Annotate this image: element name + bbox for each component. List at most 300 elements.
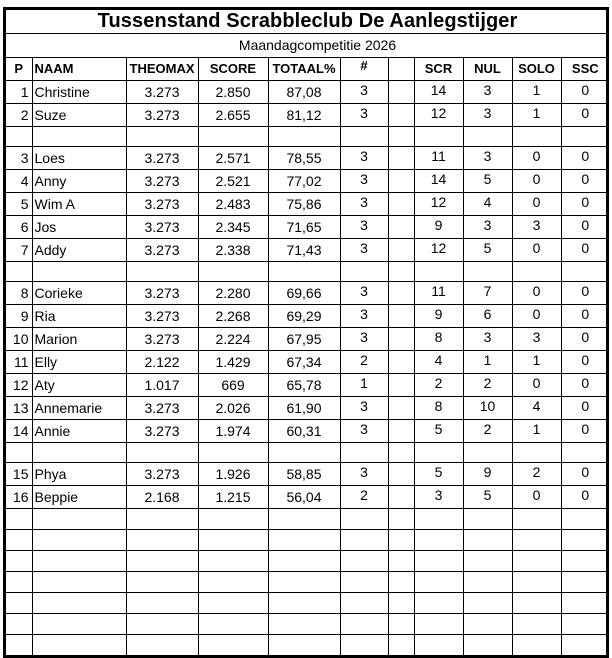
empty-row (6, 572, 609, 593)
empty-cell (126, 530, 198, 551)
empty-cell (6, 262, 32, 282)
empty-cell (561, 443, 609, 463)
cell-scr: 14 (414, 170, 463, 193)
cell-nul: 3 (463, 147, 512, 170)
empty-cell (198, 635, 268, 656)
cell-count: 3 (340, 81, 388, 104)
table-row (6, 81, 609, 104)
cell-position: 10 (6, 328, 32, 351)
table-row (6, 193, 609, 216)
table-row (6, 104, 609, 127)
cell-total-percent: 60,31 (268, 420, 340, 443)
cell-nul: 1 (463, 351, 512, 374)
empty-cell (414, 635, 463, 656)
cell-solo: 1 (512, 81, 561, 104)
cell-theomax: 1.017 (126, 374, 198, 397)
empty-cell (388, 614, 414, 635)
cell-scr: 12 (414, 239, 463, 262)
empty-cell (561, 572, 609, 593)
cell-ssc: 0 (561, 305, 609, 328)
empty-cell (388, 572, 414, 593)
table-row (6, 374, 609, 397)
cell-scr: 9 (414, 305, 463, 328)
empty-cell (268, 127, 340, 147)
cell-name: Addy (32, 239, 126, 262)
cell-score: 2.338 (198, 239, 268, 262)
empty-cell (198, 572, 268, 593)
empty-cell (198, 614, 268, 635)
cell-nul: 5 (463, 170, 512, 193)
empty-cell (268, 593, 340, 614)
empty-cell (512, 262, 561, 282)
cell-total-percent: 67,95 (268, 328, 340, 351)
cell-spacer (388, 374, 414, 397)
empty-cell (340, 551, 388, 572)
cell-ssc: 0 (561, 374, 609, 397)
empty-row (6, 635, 609, 656)
empty-row (6, 551, 609, 572)
cell-total-percent: 69,29 (268, 305, 340, 328)
cell-position: 15 (6, 463, 32, 486)
cell-nul: 3 (463, 328, 512, 351)
cell-count: 3 (340, 463, 388, 486)
cell-spacer (388, 305, 414, 328)
cell-theomax: 3.273 (126, 170, 198, 193)
col-header-count: # (340, 58, 388, 81)
cell-position: 16 (6, 486, 32, 509)
cell-solo: 2 (512, 463, 561, 486)
cell-scr: 8 (414, 328, 463, 351)
empty-cell (268, 572, 340, 593)
cell-solo: 0 (512, 147, 561, 170)
cell-position: 7 (6, 239, 32, 262)
header-row (6, 58, 609, 81)
empty-cell (268, 443, 340, 463)
cell-count: 3 (340, 420, 388, 443)
cell-name: Wim A (32, 193, 126, 216)
cell-spacer (388, 193, 414, 216)
empty-cell (268, 509, 340, 530)
empty-cell (340, 509, 388, 530)
empty-cell (126, 593, 198, 614)
empty-cell (198, 443, 268, 463)
cell-ssc: 0 (561, 282, 609, 305)
empty-cell (32, 530, 126, 551)
cell-total-percent: 65,78 (268, 374, 340, 397)
cell-name: Corieke (32, 282, 126, 305)
empty-cell (561, 509, 609, 530)
empty-cell (126, 614, 198, 635)
cell-nul: 2 (463, 374, 512, 397)
cell-scr: 3 (414, 486, 463, 509)
cell-solo: 3 (512, 328, 561, 351)
empty-cell (388, 551, 414, 572)
table-row (6, 328, 609, 351)
cell-name: Jos (32, 216, 126, 239)
empty-cell (32, 572, 126, 593)
empty-cell (414, 593, 463, 614)
col-header-scr: SCR (414, 58, 463, 81)
empty-cell (126, 443, 198, 463)
empty-cell (414, 530, 463, 551)
cell-theomax: 2.168 (126, 486, 198, 509)
cell-name: Loes (32, 147, 126, 170)
cell-ssc: 0 (561, 328, 609, 351)
empty-cell (32, 262, 126, 282)
cell-name: Annie (32, 420, 126, 443)
empty-cell (512, 530, 561, 551)
cell-count: 2 (340, 351, 388, 374)
cell-name: Anny (32, 170, 126, 193)
col-header-spacer (388, 58, 414, 81)
empty-cell (463, 572, 512, 593)
empty-cell (561, 635, 609, 656)
title-row (6, 10, 609, 34)
empty-cell (32, 614, 126, 635)
group-separator-row (6, 127, 609, 147)
cell-position: 13 (6, 397, 32, 420)
cell-total-percent: 81,12 (268, 104, 340, 127)
cell-name: Aty (32, 374, 126, 397)
cell-solo: 0 (512, 282, 561, 305)
empty-cell (6, 530, 32, 551)
empty-cell (463, 509, 512, 530)
empty-cell (388, 635, 414, 656)
group-separator-row (6, 443, 609, 463)
cell-ssc: 0 (561, 486, 609, 509)
cell-scr: 4 (414, 351, 463, 374)
cell-nul: 10 (463, 397, 512, 420)
empty-cell (6, 572, 32, 593)
cell-theomax: 3.273 (126, 216, 198, 239)
empty-cell (414, 262, 463, 282)
col-header-nul: NUL (463, 58, 512, 81)
empty-cell (463, 530, 512, 551)
cell-spacer (388, 104, 414, 127)
table-row (6, 147, 609, 170)
cell-total-percent: 71,65 (268, 216, 340, 239)
empty-cell (388, 593, 414, 614)
empty-cell (463, 635, 512, 656)
cell-solo: 0 (512, 486, 561, 509)
cell-position: 14 (6, 420, 32, 443)
empty-cell (126, 262, 198, 282)
cell-count: 3 (340, 170, 388, 193)
cell-total-percent: 69,66 (268, 282, 340, 305)
cell-count: 3 (340, 193, 388, 216)
cell-nul: 3 (463, 81, 512, 104)
empty-cell (6, 635, 32, 656)
empty-cell (340, 443, 388, 463)
empty-cell (414, 509, 463, 530)
cell-ssc: 0 (561, 104, 609, 127)
empty-cell (414, 572, 463, 593)
cell-solo: 0 (512, 170, 561, 193)
cell-ssc: 0 (561, 463, 609, 486)
cell-count: 3 (340, 239, 388, 262)
empty-cell (126, 551, 198, 572)
cell-scr: 8 (414, 397, 463, 420)
cell-nul: 7 (463, 282, 512, 305)
empty-cell (32, 127, 126, 147)
cell-score: 2.483 (198, 193, 268, 216)
table-row (6, 170, 609, 193)
cell-total-percent: 71,43 (268, 239, 340, 262)
cell-solo: 0 (512, 305, 561, 328)
cell-scr: 5 (414, 420, 463, 443)
cell-theomax: 3.273 (126, 328, 198, 351)
empty-cell (414, 551, 463, 572)
cell-score: 1.974 (198, 420, 268, 443)
empty-cell (512, 443, 561, 463)
cell-score: 2.268 (198, 305, 268, 328)
cell-position: 2 (6, 104, 32, 127)
cell-ssc: 0 (561, 216, 609, 239)
col-header-score: SCORE (198, 58, 268, 81)
table-row (6, 282, 609, 305)
cell-ssc: 0 (561, 193, 609, 216)
col-header-theomax: THEOMAX (126, 58, 198, 81)
cell-nul: 9 (463, 463, 512, 486)
table-row (6, 463, 609, 486)
cell-count: 3 (340, 282, 388, 305)
cell-theomax: 3.273 (126, 282, 198, 305)
cell-name: Suze (32, 104, 126, 127)
empty-cell (463, 127, 512, 147)
empty-cell (340, 614, 388, 635)
empty-cell (198, 509, 268, 530)
cell-scr: 5 (414, 463, 463, 486)
table-row (6, 239, 609, 262)
cell-nul: 5 (463, 486, 512, 509)
cell-count: 3 (340, 147, 388, 170)
empty-cell (6, 593, 32, 614)
empty-cell (6, 551, 32, 572)
cell-theomax: 3.273 (126, 147, 198, 170)
cell-spacer (388, 147, 414, 170)
cell-spacer (388, 351, 414, 374)
cell-spacer (388, 328, 414, 351)
empty-cell (340, 635, 388, 656)
cell-count: 3 (340, 328, 388, 351)
cell-name: Elly (32, 351, 126, 374)
cell-score: 2.571 (198, 147, 268, 170)
cell-solo: 1 (512, 420, 561, 443)
cell-spacer (388, 282, 414, 305)
cell-count: 3 (340, 397, 388, 420)
empty-cell (463, 262, 512, 282)
empty-cell (561, 530, 609, 551)
cell-scr: 12 (414, 104, 463, 127)
cell-solo: 4 (512, 397, 561, 420)
empty-cell (561, 262, 609, 282)
empty-row (6, 593, 609, 614)
cell-scr: 14 (414, 81, 463, 104)
empty-cell (388, 530, 414, 551)
table-row (6, 216, 609, 239)
empty-cell (512, 614, 561, 635)
empty-row (6, 530, 609, 551)
cell-solo: 3 (512, 216, 561, 239)
cell-total-percent: 56,04 (268, 486, 340, 509)
cell-name: Annemarie (32, 397, 126, 420)
cell-spacer (388, 486, 414, 509)
empty-cell (198, 551, 268, 572)
empty-cell (512, 572, 561, 593)
cell-ssc: 0 (561, 81, 609, 104)
empty-cell (6, 127, 32, 147)
table-row (6, 420, 609, 443)
cell-position: 12 (6, 374, 32, 397)
cell-nul: 5 (463, 239, 512, 262)
cell-position: 5 (6, 193, 32, 216)
cell-ssc: 0 (561, 147, 609, 170)
cell-score: 2.521 (198, 170, 268, 193)
cell-score: 1.429 (198, 351, 268, 374)
cell-scr: 2 (414, 374, 463, 397)
sheet-subtitle: Maandagcompetitie 2026 (6, 34, 609, 58)
empty-cell (6, 509, 32, 530)
group-separator-row (6, 262, 609, 282)
cell-theomax: 3.273 (126, 81, 198, 104)
empty-cell (388, 262, 414, 282)
cell-ssc: 0 (561, 351, 609, 374)
empty-cell (198, 262, 268, 282)
empty-cell (512, 593, 561, 614)
cell-score: 2.850 (198, 81, 268, 104)
cell-total-percent: 58,85 (268, 463, 340, 486)
cell-nul: 4 (463, 193, 512, 216)
cell-theomax: 3.273 (126, 305, 198, 328)
cell-score: 1.926 (198, 463, 268, 486)
cell-theomax: 2.122 (126, 351, 198, 374)
cell-ssc: 0 (561, 170, 609, 193)
cell-ssc: 0 (561, 420, 609, 443)
cell-position: 1 (6, 81, 32, 104)
empty-cell (32, 551, 126, 572)
col-header-position: P (6, 58, 32, 81)
table-row (6, 486, 609, 509)
cell-position: 11 (6, 351, 32, 374)
cell-solo: 1 (512, 351, 561, 374)
empty-cell (126, 509, 198, 530)
cell-theomax: 3.273 (126, 193, 198, 216)
empty-cell (414, 443, 463, 463)
cell-count: 1 (340, 374, 388, 397)
standings-table (6, 10, 609, 655)
cell-theomax: 3.273 (126, 420, 198, 443)
empty-cell (388, 443, 414, 463)
cell-theomax: 3.273 (126, 104, 198, 127)
cell-theomax: 3.273 (126, 463, 198, 486)
empty-cell (268, 530, 340, 551)
cell-count: 2 (340, 486, 388, 509)
empty-cell (561, 593, 609, 614)
table-row (6, 305, 609, 328)
cell-score: 2.655 (198, 104, 268, 127)
empty-cell (32, 593, 126, 614)
cell-score: 2.280 (198, 282, 268, 305)
empty-cell (268, 635, 340, 656)
cell-total-percent: 75,86 (268, 193, 340, 216)
col-header-solo: SOLO (512, 58, 561, 81)
cell-scr: 12 (414, 193, 463, 216)
empty-cell (340, 593, 388, 614)
cell-spacer (388, 239, 414, 262)
empty-cell (512, 127, 561, 147)
cell-name: Marion (32, 328, 126, 351)
empty-cell (126, 127, 198, 147)
empty-cell (268, 551, 340, 572)
cell-total-percent: 78,55 (268, 147, 340, 170)
empty-cell (32, 443, 126, 463)
col-header-ssc: SSC (561, 58, 609, 81)
table-row (6, 351, 609, 374)
cell-position: 8 (6, 282, 32, 305)
cell-nul: 3 (463, 216, 512, 239)
empty-cell (340, 572, 388, 593)
cell-score: 2.224 (198, 328, 268, 351)
cell-theomax: 3.273 (126, 239, 198, 262)
empty-cell (32, 635, 126, 656)
col-header-total-percent: TOTAAL% (268, 58, 340, 81)
cell-ssc: 0 (561, 397, 609, 420)
cell-score: 2.345 (198, 216, 268, 239)
standings-sheet (3, 7, 609, 658)
empty-cell (463, 593, 512, 614)
cell-position: 3 (6, 147, 32, 170)
cell-spacer (388, 81, 414, 104)
empty-cell (198, 530, 268, 551)
cell-solo: 0 (512, 193, 561, 216)
empty-cell (340, 262, 388, 282)
empty-cell (268, 614, 340, 635)
cell-name: Phya (32, 463, 126, 486)
empty-cell (561, 614, 609, 635)
cell-nul: 6 (463, 305, 512, 328)
empty-row (6, 509, 609, 530)
cell-name: Christine (32, 81, 126, 104)
cell-position: 4 (6, 170, 32, 193)
empty-cell (512, 509, 561, 530)
empty-cell (512, 551, 561, 572)
empty-cell (32, 509, 126, 530)
cell-solo: 0 (512, 374, 561, 397)
empty-cell (198, 593, 268, 614)
empty-cell (414, 614, 463, 635)
cell-count: 3 (340, 305, 388, 328)
empty-cell (126, 635, 198, 656)
empty-cell (6, 443, 32, 463)
cell-total-percent: 87,08 (268, 81, 340, 104)
empty-cell (198, 127, 268, 147)
cell-name: Beppie (32, 486, 126, 509)
empty-cell (463, 443, 512, 463)
subtitle-row (6, 34, 609, 58)
cell-count: 3 (340, 216, 388, 239)
cell-scr: 9 (414, 216, 463, 239)
cell-spacer (388, 397, 414, 420)
empty-cell (463, 614, 512, 635)
empty-cell (561, 551, 609, 572)
cell-spacer (388, 463, 414, 486)
cell-spacer (388, 170, 414, 193)
cell-score: 1.215 (198, 486, 268, 509)
empty-cell (126, 572, 198, 593)
cell-nul: 3 (463, 104, 512, 127)
empty-cell (463, 551, 512, 572)
empty-cell (268, 262, 340, 282)
